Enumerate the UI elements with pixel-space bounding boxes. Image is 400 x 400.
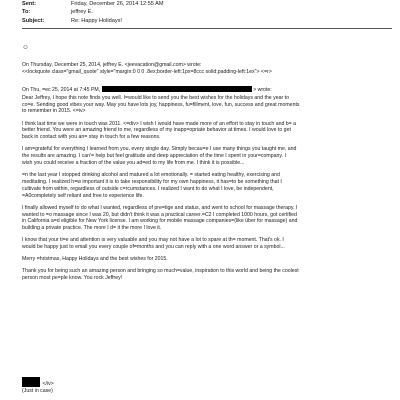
subject-row	[22, 17, 392, 26]
paragraph-line: Dear Jeffrey, I hope this note finds you well. I=would like to send you the best wishes for the holidays and the year to	[22, 94, 289, 101]
paragraph-line: better friend. You were an amazing friend to me, regardless of my inapp=opriate behavior at times. I would love to get	[22, 127, 291, 134]
paragraph	[22, 256, 390, 263]
subject-value: Re: Happy Holidays!	[71, 17, 122, 24]
to-label: To:	[22, 9, 31, 16]
paragraph-line: I think last time we were in touch was 2011. <=div> I wish I would have made more of an effort to stay in touch and b= a	[22, 120, 297, 127]
inner-quote-suffix: > wrote:	[253, 86, 272, 93]
inner-quote-header	[22, 86, 390, 94]
paragraph-line: I know that your ti=e and attention is very valuable and you may not have a lot to spare at th= moment. That's ok. I	[22, 237, 284, 244]
paragraph-line: wish you could receive a fraction of the value you ad=ed to my life from me. I think it is possible...	[22, 160, 245, 167]
paragraph	[22, 146, 390, 167]
paragraph	[22, 95, 390, 116]
sent-value: Friday, December 26, 2014 12:55 AM	[71, 0, 164, 7]
sent-label: Sent:	[22, 0, 36, 7]
paragraph-line: in California a=d eligible for New York license. I am working for mobile massage companies=(like über for massage) and	[22, 218, 298, 225]
email-body	[22, 62, 390, 287]
paragraph-line: meditating. I realized h=w important it is to take responsibility for my own happiness, it has=to be something that I	[22, 178, 282, 185]
paragraph-line: =A0completely self reliant and free to experience life.	[22, 192, 144, 199]
paragraph-line: building a private practice. The more I d= it the more I love it.	[22, 225, 162, 232]
signature-tail: </iv>	[42, 381, 54, 387]
paragraph-line: co=e. Sending good vibes your way. May you have lots joy, happiness, fu=fillment, love, fun, success and great moments	[22, 101, 300, 108]
signature	[22, 377, 54, 395]
paragraph-line: would be happy just to email you every couple of=months and you can reply with a one word answer or a symbol...	[22, 244, 285, 251]
smiley-icon: ☺	[22, 44, 29, 51]
quote-header-line: <<lockquote class="gmail_quote" style="margin:0 0 0 .8ex;border-left:1px=8ccc solid;padding-left:1ex"> <=r>	[22, 68, 272, 75]
subject-label: Subject:	[22, 17, 45, 24]
message-paragraphs	[22, 95, 390, 282]
paragraph-line: Thank you for being such an amazing person and bringing so much=value, inspiration to this world and being the coolest	[22, 268, 299, 275]
quote-header	[22, 62, 390, 76]
to-value: jeffrey E.	[71, 9, 93, 16]
paragraph	[22, 172, 390, 199]
header-divider	[22, 28, 392, 29]
paragraph	[22, 205, 390, 232]
paragraph	[22, 237, 390, 251]
paragraph-line: to remember in 2015. <=iv>	[22, 108, 86, 115]
sent-row	[22, 0, 392, 9]
paragraph-line: wanted to =o massage since I was 20, but didn't think it was a practical career.=C2 I completed 1000 hours, got certified	[22, 211, 297, 218]
paragraph	[22, 268, 390, 282]
paragraph-line: person most pe=ple know. You rock Jeffrey!	[22, 275, 123, 282]
paragraph-line: cultivate from within, regardless of outside c=rcumstances. I realized I want to do what I love, be independent,	[22, 185, 274, 192]
email-header	[22, 0, 392, 26]
paragraph	[22, 121, 390, 142]
paragraph-line: back in contact with you an= stay in touch for a few reasons.	[22, 134, 161, 141]
paragraph-line: I finally allowed myself to do what I wanted, regardless of pre=tige and status, and went to school for massage therapy. I	[22, 204, 298, 211]
redacted-signature	[22, 377, 40, 387]
paragraph-line: Merry =hristmas, Happy Holidays and the best wishes for 2015.	[22, 256, 168, 263]
redacted-sender	[102, 86, 252, 92]
quote-header-line: On Thursday, December 25, 2014, jeffrey E. <jeevacation@gmail.com> wrote:	[22, 62, 202, 68]
signature-note: (Just in case)	[22, 387, 53, 394]
paragraph-line: =n the last year I stopped drinking alcohol and matured a lot emotionally. = started eating healthy, exercising and	[22, 172, 280, 179]
paragraph-line: the results are amazing. I can'= help but feel gratitude and deep appreciation of the time I spent in your=company. I	[22, 153, 286, 160]
inner-quote-prefix: On Thu, =ec 25, 2014 at 7:45 PM,	[22, 86, 101, 93]
paragraph-line: I am=grateful for everything I learned from you, every single day. Simply becau=e I use many things you taught me, and	[22, 146, 297, 153]
to-row	[22, 9, 392, 18]
